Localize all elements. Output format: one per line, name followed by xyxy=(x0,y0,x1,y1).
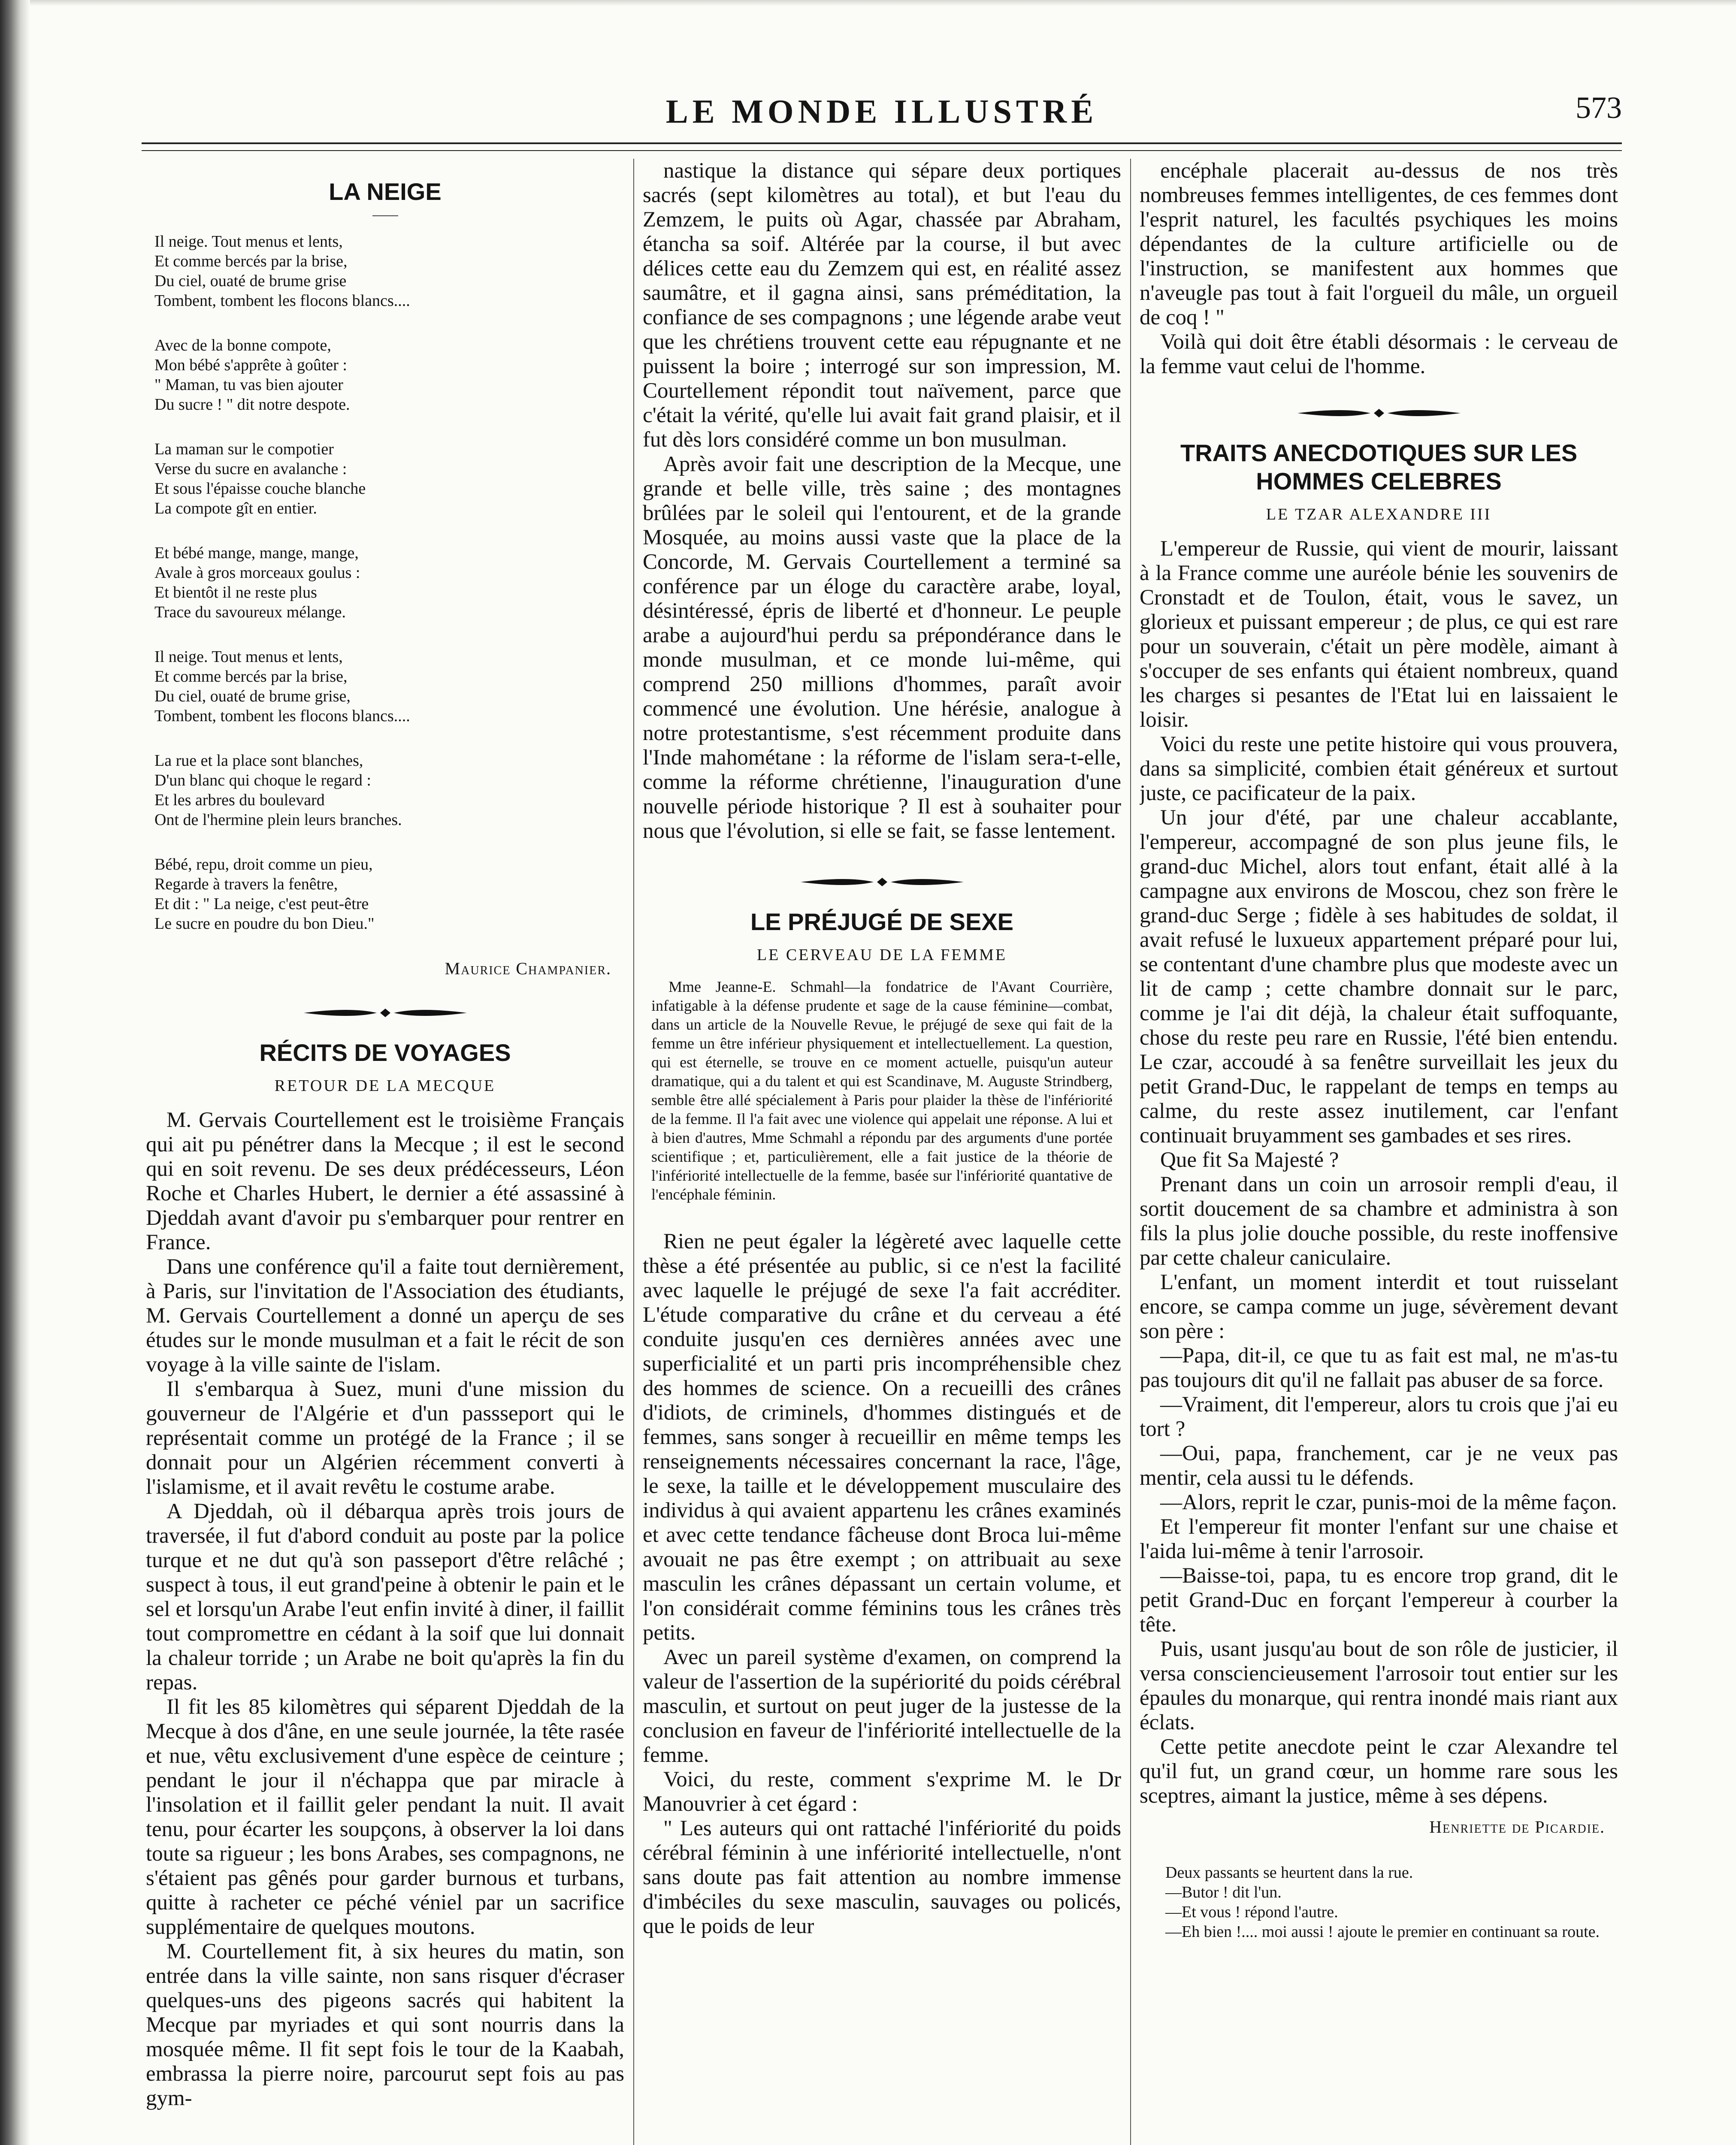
poem-stanza xyxy=(154,439,624,518)
prejuge-body xyxy=(643,1230,1121,1939)
header-rule xyxy=(142,142,1622,151)
paragraph: Il fit les 85 kilomètres qui séparent Djeddah de la Mecque à dos d'âne, en une seule journée, la tête rasée et nue, vêtu exclusivement d'une espèce de ceinture ; pendant le jour il n'échappa que par miracle à l'insolation et il faillit geler pendant la nuit. Il avait tenu, pour écarter les soupçons, à observer la loi dans toute sa rigueur ; les bons Arabes, ses compagnons, ne s'étaient pas gênés pour garder burnous et turbans, quitte à racheter ce péché véniel par un sacrifice supplémentaire de quelques moutons. xyxy=(146,1695,624,1939)
column-3 xyxy=(1140,159,1618,2145)
poem-verse: Du sucre ! " dit notre despote. xyxy=(154,396,350,414)
anecdote-line: —Et vous ! répond l'autre. xyxy=(1165,1903,1338,1921)
paragraph: Prenant dans un coin un arrosoir rempli d'eau, il sortit doucement de sa chambre et administra à son fils la plus jolie douche possible, du reste inoffensive par cette chaleur caniculaire. xyxy=(1140,1172,1618,1270)
paragraph: Après avoir fait une description de la Mecque, une grande et belle ville, très saine ; des montagnes brûlées par le soleil qui l'entourent, et de la grande Mosquée, au moins aussi vaste que la place de la Concorde, M. Gervais Courtellement a terminé sa conférence par un éloge du caractère arabe, loyal, désintéressé, épris de liberté et d'honneur. Le peuple arabe a aujourd'hui perdu sa prépondérance dans le monde musulman, et ce monde lui-même, qui comprend 250 millions d'hommes, paraît avoir commencé une évolution. Une hérésie, analogue à notre protestantisme, s'est récemment produite dans l'Inde mahométane : la réforme de l'islam sera-t-elle, comme la réforme chrétienne, l'inauguration d'une nouvelle période historique ? Il est à souhaiter pour nous que l'évolution, si elle se fait, se fasse lentement. xyxy=(643,452,1121,843)
column-1 xyxy=(146,159,624,2145)
poem-verse: D'un blanc qui choque le regard : xyxy=(154,771,371,789)
poem-verse: Il neige. Tout menus et lents, xyxy=(154,648,343,666)
poem-verse: Tombent, tombent les flocons blancs.... xyxy=(154,707,410,725)
paragraph: Et l'empereur fit monter l'enfant sur une chaise et l'aida lui-même à tenir l'arrosoir. xyxy=(1140,1515,1618,1563)
paragraph: A Djeddah, où il débarqua après trois jours de traversée, il fut d'abord conduit au poste par la police turque et ne dut qu'à son passeport d'être relâché ; suspect à tous, il eut grand'peine à obtenir le pain et le sel et lorsqu'un Arabe l'eut enfin invité à diner, il faillit tout compromettre en cédant à la soif que lui donnait la chaleur torride ; un Arabe ne boit qu'après la fin du repas. xyxy=(146,1499,624,1695)
anecdote xyxy=(1165,1863,1618,1942)
poem-verse: Et comme bercés par la brise, xyxy=(154,668,348,686)
paragraph: L'empereur de Russie, qui vient de mourir, laissant à la France comme une auréole bénie les souvenirs de Cronstadt et de Toulon, était, vous le savez, un glorieux et puissant empereur ; de plus, ce qui est rare pour un souverain, c'était un père modèle, aimant à s'occuper de ses enfants qui étaient nombreux, quand les charges si pesantes de l'Etat lui en laissaient le loisir. xyxy=(1140,537,1618,732)
paragraph: M. Gervais Courtellement est le troisième Français qui ait pu pénétrer dans la Mecque ; il est le second qui en soit revenu. De ses deux prédécesseurs, Léon Roche et Charles Hubert, le dernier a été assassiné à Djeddah avant d'avoir pu s'embarquer pour rentrer en France. xyxy=(146,1108,624,1254)
poem-verse: Le sucre en poudre du bon Dieu." xyxy=(154,915,375,933)
ornament-divider xyxy=(796,873,968,891)
poem-verse: Tombent, tombent les flocons blancs.... xyxy=(154,292,410,310)
paragraph: L'enfant, un moment interdit et tout ruisselant encore, se campa comme un juge, sévèrement devant son père : xyxy=(1140,1270,1618,1343)
poem-verse: Et bébé mange, mange, mange, xyxy=(154,544,359,562)
paragraph: Il s'embarqua à Suez, muni d'une mission du gouverneur de l'Algérie et d'un passseport qui le représentait comme un protégé de la France ; il se donnait pour un Algérien récemment converti à l'islamisme, et il avait revêtu le costume arabe. xyxy=(146,1377,624,1499)
paragraph: Rien ne peut égaler la légèreté avec laquelle cette thèse a été présentée au public, si ce n'est la facilité avec laquelle le préjugé de sexe l'a fait accréditer. L'étude comparative du crâne et du cerveau a été conduite jusqu'en ces dernières années avec une superficialité et un parti pris incompréhensible chez des hommes de science. On a recueilli des crânes d'idiots, de criminels, d'hommes distingués et de femmes, sans songer à recueillir en même temps les renseignements nécessaires concernant la race, l'âge, le sexe, la taille et le développement musculaire des individus à qui avaient appartenu les crânes examinés et avec cette tendance fâcheuse dont Broca lui-même avouait ne pas être exempt ; on attribuait au sexe masculin les crânes dépassant un certain volume, et l'on considérait comme féminins tous les crânes très petits. xyxy=(643,1230,1121,1645)
poem-verse: Ont de l'hermine plein leurs branches. xyxy=(154,811,402,829)
masthead: LE MONDE ILLUSTRÉ xyxy=(665,93,1098,130)
paragraph: —Alors, reprit le czar, punis-moi de la même façon. xyxy=(1160,1490,1617,1514)
paragraph: encéphale placerait au-dessus de nos très nombreuses femmes intelligentes, de ces femmes dont l'esprit naturel, les facultés psychiques les moins dépendantes de la culture artificielle ou de l'instruction, se manifestent aux hommes que n'aveugle pas tout à fait l'orgueil du mâle, un orgueil de coq ! " xyxy=(1140,159,1618,329)
divider xyxy=(372,215,398,216)
paragraph: Voici du reste une petite histoire qui vous prouvera, dans sa simplicité, combien était généreux et surtout juste, ce pacificateur de la paix. xyxy=(1140,732,1618,805)
poem-verse: La rue et la place sont blanches, xyxy=(154,752,363,770)
column-rule xyxy=(1130,159,1131,2145)
paragraph: Voilà qui doit être établi désormais : le cerveau de la femme vaut celui de l'homme. xyxy=(1140,330,1618,378)
columns xyxy=(146,159,1618,2145)
page-edge xyxy=(0,0,1736,6)
poem-stanza xyxy=(154,335,624,414)
paragraph: —Vraiment, dit l'empereur, alors tu crois que j'ai eu tort ? xyxy=(1140,1393,1618,1441)
poem-stanza xyxy=(154,232,624,311)
poem-verse: La compote gît en entier. xyxy=(154,499,317,517)
recits-subtitle: RETOUR DE LA MECQUE xyxy=(274,1077,496,1095)
poem-verse: Et bientôt il ne reste plus xyxy=(154,583,317,601)
paragraph: Avec un pareil système d'examen, on comprend la valeur de l'assertion de la supériorité du poids cérébral masculin, et surtout on peut juger de la justesse de la conclusion en faveur de l'infériorité intellectuelle de la femme. xyxy=(643,1645,1121,1767)
poem-stanza xyxy=(154,543,624,622)
paragraph: Un jour d'été, par une chaleur accablante, l'empereur, accompagné de son plus jeune fils, le grand-duc Michel, alors tout enfant, était allé à la campagne aux environs de Moscou, chez son frère le grand-duc Serge ; fidèle à ses habitudes de soldat, il avait refusé le luxueux appartement préparé pour lui, se contentant d'une chambre plus que modeste avec un lit de camp ; cette chambre donnait sur le parc, comme je l'ai dit déjà, la chaleur était suffoquante, chose du reste peu rare en Russie, l'été bien entendu. Le czar, accoudé à sa fenêtre surveillait les jeux du petit Grand-Duc, le rappelant de temps en temps au calme, du reste assez inutilement, car l'enfant continuait bruyamment ses gambades et ses rires. xyxy=(1140,806,1618,1148)
poem-title: LA NEIGE xyxy=(329,178,442,205)
poem-verse: Mon bébé s'apprête à goûter : xyxy=(154,356,347,374)
poem-stanza xyxy=(154,751,624,830)
prejuge-continuation xyxy=(1140,159,1618,379)
paragraph: Que fit Sa Majesté ? xyxy=(1160,1148,1339,1172)
paragraph: Cette petite anecdote peint le czar Alexandre tel qu'il fut, un grand cœur, un homme rare sous les sceptres, aimant la justice, même à ses dépens. xyxy=(1140,1735,1618,1808)
column-2 xyxy=(643,159,1121,2145)
poem-verse: Et sous l'épaisse couche blanche xyxy=(154,480,366,498)
running-head xyxy=(142,86,1622,137)
poem-verse: Et les arbres du boulevard xyxy=(154,791,325,809)
ornament-divider xyxy=(299,1004,471,1021)
paragraph: —Oui, papa, franchement, car je ne veux pas mentir, cela aussi tu le défends. xyxy=(1140,1441,1618,1490)
poem-verse: Verse du sucre en avalanche : xyxy=(154,460,347,478)
paragraph: nastique la distance qui sépare deux portiques sacrés (sept kilomètres au total), et but l'eau du Zemzem, le puits où Agar, chassée par Abraham, étancha sa soif. Altérée par la course, il but avec délices cette eau du Zemzem qui est, en réalité assez saumâtre, et il gagna ainsi, sans préméditation, la confiance de ses compagnons ; une légende arabe veut que les chrétiens trouvent cette eau répugnante et ne puissent la boire ; interrogé sur son impression, M. Courtellement répondit tout naïvement, parce que c'était la vérité, qu'elle lui avait fait grand plaisir, et il fut dès lors considéré comme un bon musulman. xyxy=(643,159,1121,452)
binding-shadow xyxy=(0,0,30,2145)
poem-verse: " Maman, tu vas bien ajouter xyxy=(154,376,343,394)
poem-verse: Et comme bercés par la brise, xyxy=(154,252,348,270)
poem-verse: La maman sur le compotier xyxy=(154,440,334,458)
paragraph: M. Courtellement fit, à six heures du matin, son entrée dans la ville sainte, non sans risquer d'écraser quelques-uns des pigeons sacrés qui habitent la Mecque par myriades et qui sont nourris dans la mosquée même. Il fit sept fois le tour de la Kaabah, embrassa la pierre noire, parcourut sept fois au pas gym- xyxy=(146,1940,624,2110)
traits-subtitle: LE TZAR ALEXANDRE III xyxy=(1266,505,1492,523)
paragraph: —Papa, dit-il, ce que tu as fait est mal, ne m'as-tu pas toujours dit qu'il ne fallait pas abuser de sa force. xyxy=(1140,1344,1618,1392)
poem-stanza xyxy=(154,855,624,934)
traits-author: Henriette de Picardie. xyxy=(1429,1817,1605,1837)
recits-body xyxy=(146,1108,624,2111)
paragraph: Voici, du reste, comment s'exprime M. le Dr Manouvrier à cet égard : xyxy=(643,1767,1121,1816)
recits-continuation xyxy=(643,159,1121,843)
paragraph: Puis, usant jusqu'au bout de son rôle de justicier, il versa consciencieusement l'arrosoir tout entier sur les épaules du monarque, qui rentra inondé mais riant aux éclats. xyxy=(1140,1637,1618,1734)
poem-verse: Avec de la bonne compote, xyxy=(154,336,331,354)
ornament-divider xyxy=(1293,405,1465,422)
poem-verse: Du ciel, ouaté de brume grise, xyxy=(154,687,351,705)
poem xyxy=(154,232,624,934)
poem-verse: Trace du savoureux mélange. xyxy=(154,603,346,621)
traits-title: TRAITS ANECDOTIQUES SUR LES HOMMES CELEBRES xyxy=(1180,439,1578,495)
column-rule xyxy=(633,159,634,2145)
poem-verse: Regarde à travers la fenêtre, xyxy=(154,875,338,893)
anecdote-line: —Butor ! dit l'un. xyxy=(1165,1883,1282,1901)
prejuge-subtitle: LE CERVEAU DE LA FEMME xyxy=(756,946,1007,964)
prejuge-intro: Mme Jeanne-E. Schmahl—la fondatrice de l'Avant Courrière, infatigable à la défense prudente et sage de la cause féminine—combat, dans un article de la Nouvelle Revue, le préjugé de sexe qui fait de la femme un être inférieur physiquement et intellectuellement. La question, qui est éternelle, se trouve en ce moment actuelle, puisqu'un auteur dramatique, qui a du talent et qui est Scandinave, M. Auguste Strindberg, semble être allé spécialement à Paris pour plaider la thèse de l'infériorité de la femme. Il l'a fait avec une violence qui appelait une réponse. A lui et à bien d'autres, Mme Schmahl a répondu par des arguments d'une portée scientifique ; et, particulièrement, elle a fait justice de la théorie de l'infériorité intellectuelle de la femme, basée sur l'infériorité quantative de l'encéphale féminin. xyxy=(651,978,1113,1203)
poem-stanza xyxy=(154,647,624,726)
poem-verse: Du ciel, ouaté de brume grise xyxy=(154,272,347,290)
traits-body xyxy=(1140,537,1618,1808)
paragraph: " Les auteurs qui ont rattaché l'infériorité du poids cérébral féminin à une infériorité intellectuelle, n'ont sans doute pas fait attention au nombre immense d'imbéciles du sexe masculin, sauvages ou policés, que le poids de leur xyxy=(643,1816,1121,1938)
recits-title: RÉCITS DE VOYAGES xyxy=(259,1039,511,1066)
prejuge-title: LE PRÉJUGÉ DE SEXE xyxy=(750,908,1014,935)
poem-verse: Il neige. Tout menus et lents, xyxy=(154,233,343,251)
anecdote-line: Deux passants se heurtent dans la rue. xyxy=(1165,1864,1413,1882)
paragraph: Dans une conférence qu'il a faite tout dernièrement, à Paris, sur l'invitation de l'Association des étudiants, M. Gervais Courtellement a donné un aperçu de ses études sur le monde musulman et a fait le récit de son voyage à la ville sainte de l'islam. xyxy=(146,1255,624,1377)
anecdote-line: —Eh bien !.... moi aussi ! ajoute le premier en continuant sa route. xyxy=(1165,1923,1600,1941)
poem-verse: Avale à gros morceaux goulus : xyxy=(154,564,360,582)
paragraph: —Baisse-toi, papa, tu es encore trop grand, dit le petit Grand-Duc en forçant l'empereur à courber la tête. xyxy=(1140,1564,1618,1637)
poem-verse: Bébé, repu, droit comme un pieu, xyxy=(154,855,373,873)
poem-author: Maurice Champanier. xyxy=(445,959,611,978)
page-number: 573 xyxy=(1576,91,1622,125)
poem-verse: Et dit : " La neige, c'est peut-être xyxy=(154,895,369,913)
